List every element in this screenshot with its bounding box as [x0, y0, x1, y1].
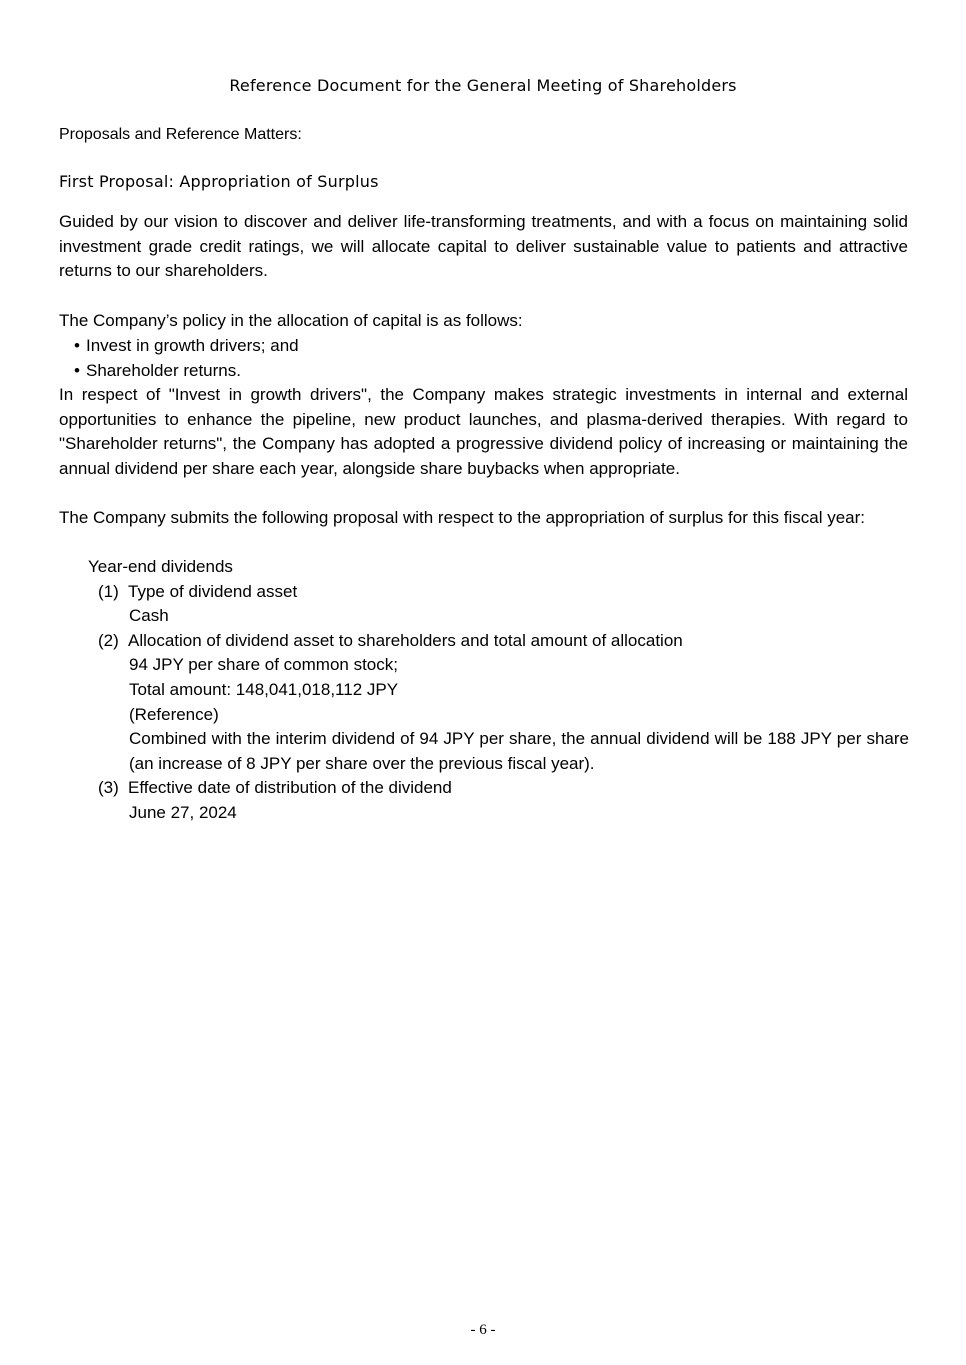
- item-line: Cash: [129, 606, 169, 626]
- page-number: - 6 -: [470, 1322, 496, 1338]
- policy-detail-paragraph: In respect of "Invest in growth drivers", the Company makes strategic investments in internal and external opportunities to enhance the pipeline, new product launches, and plasma-derived therapies. With regard to "Shareholder returns", the Company has adopted a progressive dividend policy of increasing or maintaining the annual dividend per share each year, alongside share buybacks when appropriate.: [59, 385, 908, 478]
- item-number: (1): [98, 581, 119, 601]
- bullet-text: Shareholder returns.: [86, 360, 241, 380]
- dividend-item: [88, 629, 909, 654]
- dividend-item: [88, 580, 909, 605]
- item-number: (3): [98, 778, 119, 798]
- bullet-icon: •: [74, 360, 80, 380]
- vision-paragraph: Guided by our vision to discover and deliver life-transforming treatments, and with a focus on maintaining solid investment grade credit ratings, we will allocate capital to deliver sustainable value to patients and attractive returns to our shareholders.: [59, 212, 908, 281]
- item-label: Effective date of distribution of the dividend: [128, 778, 452, 798]
- list-item: [74, 359, 299, 384]
- bullet-text: Invest in growth drivers; and: [86, 336, 299, 355]
- item-line: Combined with the interim dividend of 94 JPY per share, the annual dividend will be 188 JPY per share (an increase of 8 JPY per share over the previous fiscal year).: [129, 729, 909, 773]
- item-number: (2): [98, 630, 119, 650]
- bullet-icon: •: [74, 336, 80, 355]
- proposals-heading: Proposals and Reference Matters:: [59, 126, 302, 143]
- submits-paragraph: The Company submits the following proposal with respect to the appropriation of surplus for this fiscal year:: [59, 508, 866, 527]
- policy-bullet-list: [74, 334, 299, 383]
- item-line: June 27, 2024: [129, 802, 237, 822]
- policy-intro: The Company’s policy in the allocation of capital is as follows:: [59, 311, 523, 330]
- proposal-title: First Proposal: Appropriation of Surplus: [59, 172, 379, 191]
- dividend-item: [88, 776, 909, 801]
- item-line: (Reference): [129, 704, 219, 724]
- dividends-heading: Year-end dividends: [88, 557, 233, 576]
- list-item: [74, 334, 299, 359]
- item-label: Allocation of dividend asset to shareholders and total amount of allocation: [128, 630, 683, 650]
- item-line: Total amount: 148,041,018,112 JPY: [129, 679, 399, 699]
- item-label: Type of dividend asset: [128, 581, 298, 601]
- year-end-dividends-section: [88, 555, 909, 826]
- document-title: Reference Document for the General Meeting of Shareholders: [229, 76, 737, 95]
- item-line: 94 JPY per share of common stock;: [129, 655, 398, 675]
